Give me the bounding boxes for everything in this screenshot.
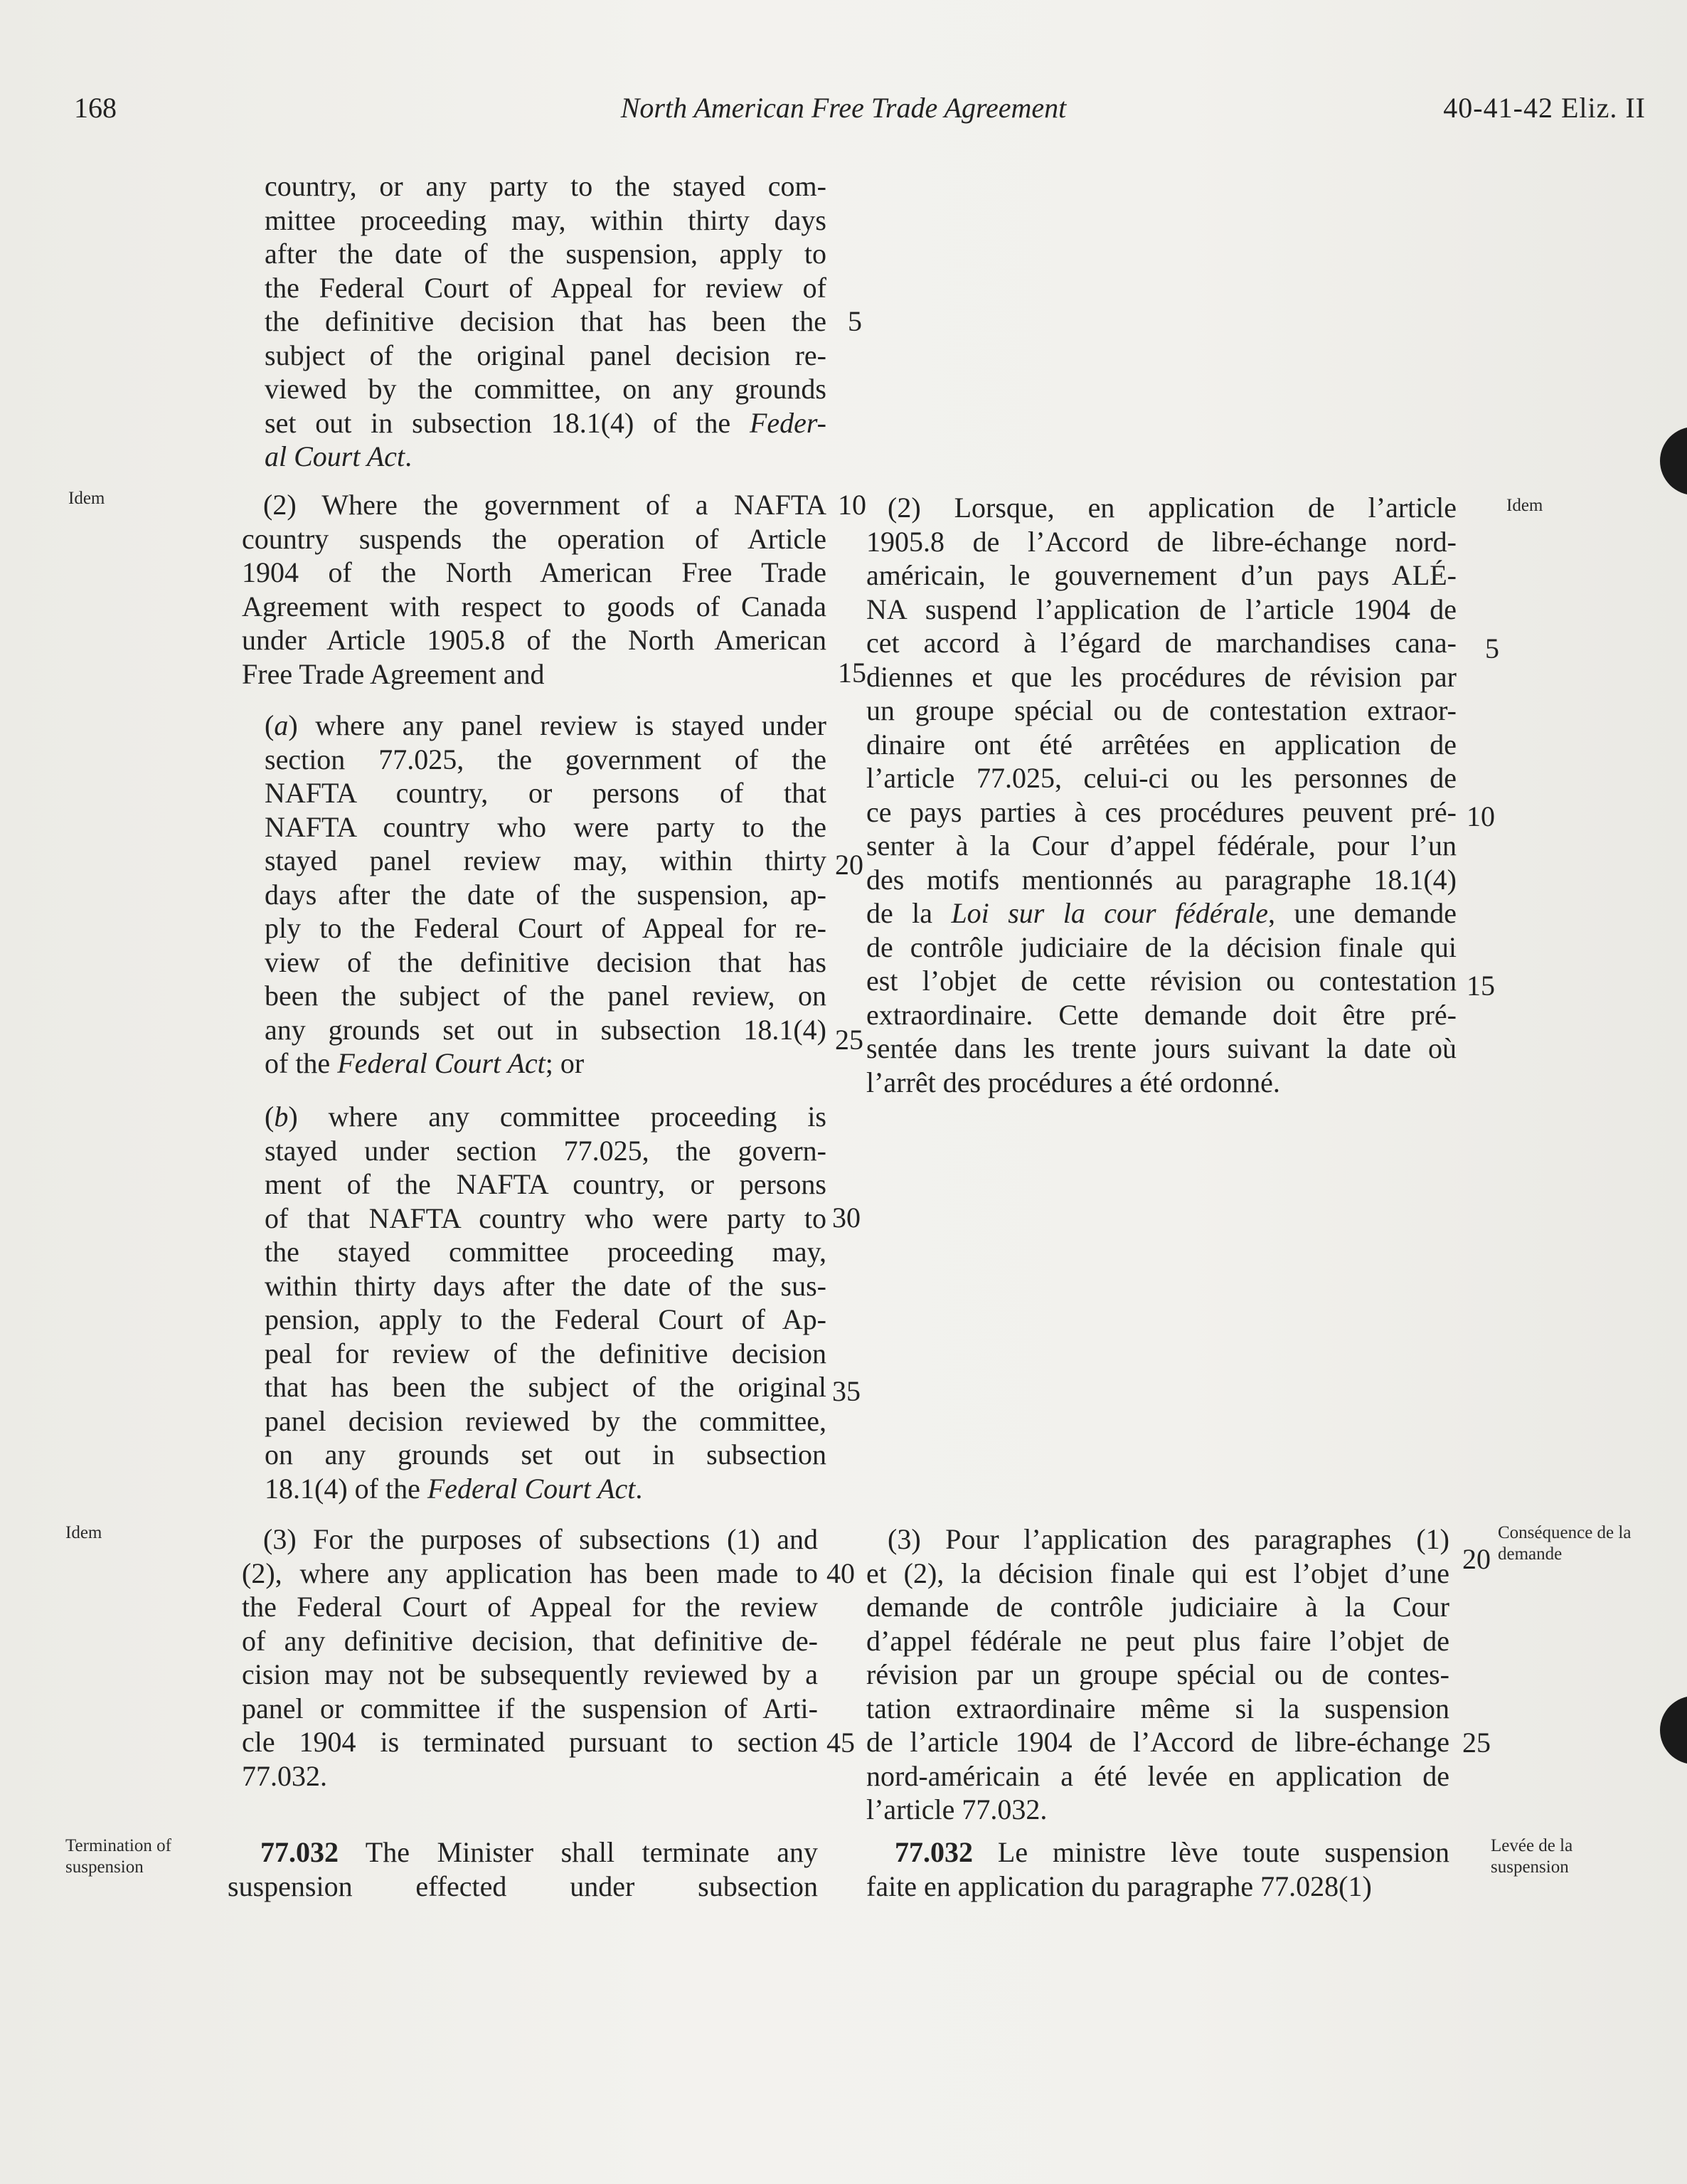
text-line: diennes et que les procédures de révision par	[866, 660, 1457, 693]
text-line: section 77.025, the government of the	[265, 743, 826, 775]
text-line: cle 1904 is terminated pursuant to section	[242, 1726, 818, 1758]
text-line: suspension effected under subsection	[228, 1870, 818, 1902]
line-number: 20	[1462, 1543, 1491, 1575]
text-line: l’article 77.032.	[866, 1793, 1048, 1825]
text-line: (2) Where the government of a NAFTA	[263, 489, 826, 521]
line-number: 45	[826, 1727, 855, 1759]
text-line: des motifs mentionnés au paragraphe 18.1(4)	[866, 863, 1457, 896]
text-line: l’article 77.025, celui-ci ou les personnes de	[866, 762, 1457, 794]
en-section-77-032	[228, 1835, 818, 1903]
text-line: ment of the NAFTA country, or persons	[265, 1168, 826, 1200]
text-line: un groupe spécial ou de contestation extraor-	[866, 694, 1457, 726]
text-line: stayed under section 77.025, the govern-	[265, 1134, 826, 1167]
line-number: 10	[1467, 800, 1495, 832]
text-line: that has been the subject of the original	[265, 1371, 826, 1403]
line-number: 15	[838, 657, 866, 689]
en-continuation-paragraph	[265, 169, 826, 474]
text-line: (2), where any application has been made to	[242, 1557, 818, 1589]
text-line: 1905.8 de l’Accord de libre-échange nord-	[866, 525, 1457, 558]
text-line: subject of the original panel decision re-	[265, 339, 826, 371]
en-subsection-2	[242, 488, 826, 691]
text-line: sentée dans les trente jours suivant la date où	[866, 1032, 1457, 1064]
text-line: country, or any party to the stayed com-	[265, 170, 826, 202]
margin-note-levee: Levée de la suspension	[1491, 1836, 1573, 1877]
text-line: within thirty days after the date of the sus-	[265, 1269, 826, 1302]
page-number: 168	[74, 92, 117, 124]
text-line: the definitive decision that has been the	[265, 305, 826, 337]
text-line: of the Federal Court Act; or	[265, 1047, 585, 1079]
text-line: Free Trade Agreement and	[242, 657, 545, 690]
text-line: panel decision reviewed by the committee,	[265, 1404, 826, 1437]
fr-section-77-032	[866, 1835, 1449, 1903]
text-line: of that NAFTA country who were party to	[265, 1202, 826, 1234]
text-line: on any grounds set out in subsection	[265, 1438, 826, 1470]
text-line: ce pays parties à ces procédures peuvent pré-	[866, 795, 1457, 828]
text-line: extraordinaire. Cette demande doit être pré-	[866, 998, 1457, 1031]
text-line: (3) For the purposes of subsections (1) and	[263, 1523, 818, 1555]
text-line: Agreement with respect to goods of Canada	[242, 590, 826, 622]
text-line: any grounds set out in subsection 18.1(4)	[265, 1013, 826, 1046]
text-line: de la Loi sur la cour fédérale, une demande	[866, 897, 1457, 929]
text-line: (3) Pour l’application des paragraphes (1)	[888, 1523, 1449, 1555]
line-number: 20	[835, 849, 863, 881]
line-number: 35	[832, 1375, 861, 1407]
text-line: ply to the Federal Court of Appeal for re-	[265, 912, 826, 944]
text-line: 18.1(4) of the Federal Court Act.	[265, 1472, 643, 1505]
text-line: the Federal Court of Appeal for review of	[265, 271, 826, 304]
text-line: nord-américain a été levée en application de	[866, 1759, 1449, 1792]
text-line: (2) Lorsque, en application de l’article	[888, 492, 1457, 524]
text-line: cet accord à l’égard de marchandises cana-	[866, 627, 1457, 659]
text-line: de l’article 1904 de l’Accord de libre-échange	[866, 1726, 1449, 1758]
text-line: after the date of the suspension, apply to	[265, 238, 826, 270]
text-line: viewed by the committee, on any grounds	[265, 373, 826, 405]
text-line: américain, le gouvernement d’un pays ALÉ-	[866, 559, 1457, 591]
text-line: NAFTA country, or persons of that	[265, 777, 826, 809]
running-title: North American Free Trade Agreement	[620, 92, 1067, 124]
text-line: demande de contrôle judiciaire à la Cour	[866, 1591, 1449, 1623]
text-line: d’appel fédérale ne peut plus faire l’objet de	[866, 1624, 1449, 1657]
text-line: 77.032 Le ministre lève toute suspension	[895, 1836, 1449, 1868]
margin-note-idem-2: Idem	[65, 1523, 102, 1542]
text-line: under Article 1905.8 of the North American	[242, 624, 826, 656]
en-paragraph-b	[265, 1100, 826, 1505]
text-line: view of the definitive decision that has	[265, 945, 826, 978]
text-line: de contrôle judiciaire de la décision finale qui	[866, 931, 1457, 963]
line-number: 25	[835, 1024, 863, 1056]
text-line: révision par un groupe spécial ou de contes-	[866, 1658, 1449, 1690]
line-number: 40	[826, 1557, 855, 1589]
text-line: l’arrêt des procédures a été ordonné.	[866, 1066, 1280, 1098]
text-line: the stayed committee proceeding may,	[265, 1236, 826, 1268]
line-number: 30	[832, 1202, 861, 1234]
text-line: tation extraordinaire même si la suspension	[866, 1692, 1449, 1724]
text-line: stayed panel review may, within thirty	[265, 844, 826, 876]
text-line: dinaire ont été arrêtées en application de	[866, 728, 1457, 760]
margin-note-termination: Termination of suspension	[65, 1836, 171, 1877]
text-line: 77.032 The Minister shall terminate any	[260, 1836, 818, 1868]
text-line: (a) where any panel review is stayed under	[265, 709, 826, 741]
text-line: peal for review of the definitive decision	[265, 1337, 826, 1369]
text-line: set out in subsection 18.1(4) of the Feder-	[265, 406, 826, 439]
text-line: senter à la Cour d’appel fédérale, pour l’un	[866, 829, 1457, 862]
text-line: the Federal Court of Appeal for the review	[242, 1591, 818, 1623]
text-line: est l’objet de cette révision ou contestation	[866, 965, 1457, 997]
section-number: 77.032	[260, 1836, 339, 1868]
text-line: days after the date of the suspension, ap-	[265, 878, 826, 911]
text-line: (b) where any committee proceeding is	[265, 1101, 826, 1133]
regnal-year: 40-41-42 Eliz. II	[1443, 92, 1646, 124]
text-line: pension, apply to the Federal Court of Ap-	[265, 1303, 826, 1335]
text-line: et (2), la décision finale qui est l’objet d’une	[866, 1557, 1449, 1589]
text-line: NA suspend l’application de l’article 1904 de	[866, 593, 1457, 625]
en-paragraph-a	[265, 709, 826, 1081]
en-subsection-3	[242, 1522, 818, 1793]
text-line: 77.032.	[242, 1759, 327, 1792]
text-line: al Court Act.	[265, 440, 413, 472]
text-line: 1904 of the North American Free Trade	[242, 556, 826, 588]
text-line: been the subject of the panel review, on	[265, 980, 826, 1012]
line-number: 10	[838, 489, 866, 521]
margin-note-idem-1: Idem	[68, 489, 105, 508]
line-number: 25	[1462, 1727, 1491, 1759]
text-line: panel or committee if the suspension of Arti-	[242, 1692, 818, 1724]
margin-note-idem-fr: Idem	[1506, 496, 1543, 515]
text-line: NAFTA country who were party to the	[265, 810, 826, 843]
line-number: 5	[848, 305, 862, 337]
fr-subsection-3	[866, 1522, 1449, 1827]
margin-note-consequence: Conséquence de la demande	[1498, 1523, 1632, 1564]
line-number: 5	[1485, 632, 1499, 664]
text-line: mittee proceeding may, within thirty days	[265, 203, 826, 236]
text-line: cision may not be subsequently reviewed by a	[242, 1658, 818, 1690]
section-number: 77.032	[895, 1836, 973, 1868]
text-line: of any definitive decision, that definitive de-	[242, 1624, 818, 1657]
line-number: 15	[1467, 970, 1495, 1002]
text-line: faite en application du paragraphe 77.028(1)	[866, 1870, 1372, 1902]
text-line: country suspends the operation of Article	[242, 522, 826, 555]
fr-subsection-2	[866, 491, 1457, 1099]
